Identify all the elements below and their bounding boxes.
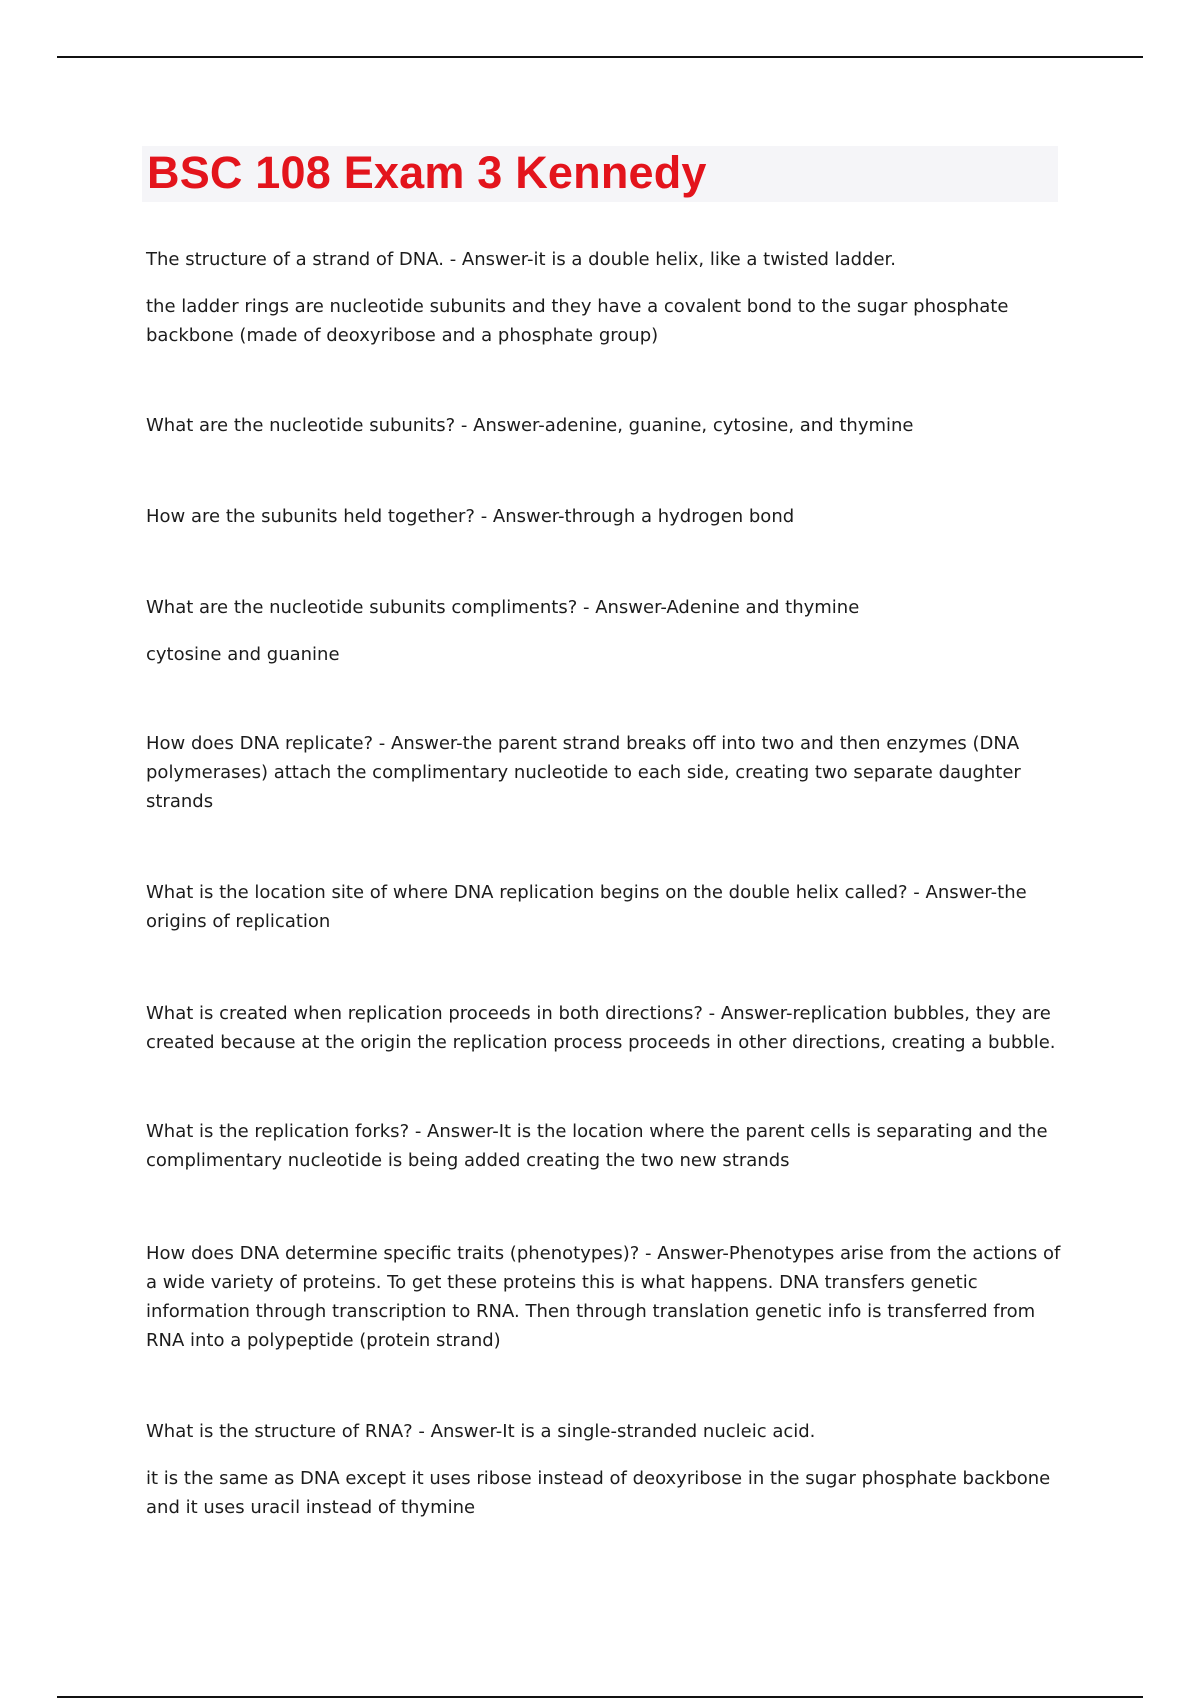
paragraph-nucleotide-subunits: What are the nucleotide subunits? - Answer-adenine, guanine, cytosine, and thymine <box>146 415 914 436</box>
document-title: BSC 108 Exam 3 Kennedy <box>147 147 707 198</box>
paragraph-subunits-held-together: How are the subunits held together? - Answer-through a hydrogen bond <box>146 506 795 527</box>
bottom-rule <box>57 1696 1143 1698</box>
paragraph-dna-replicate: How does DNA replicate? - Answer-the parent strand breaks off into two and then enzymes (DNA polymerases) attach the complimentary nucleotide to each side, creating two separate daughter strands <box>146 733 1021 812</box>
paragraph-phenotypes: How does DNA determine specific traits (phenotypes)? - Answer-Phenotypes arise from the actions of a wide variety of proteins. To get these proteins this is what happens. DNA transfers genetic information through transcription to RNA. Then through translation genetic info is transferred from RNA into a polypeptide (protein strand) <box>146 1243 1061 1351</box>
paragraph-replication-forks: What is the replication forks? - Answer-It is the location where the parent cells is separating and the complimentary nucleotide is being added creating the two new strands <box>146 1121 1048 1171</box>
top-rule <box>57 56 1143 58</box>
paragraph-ladder-rings: the ladder rings are nucleotide subunits and they have a covalent bond to the sugar phosphate backbone (made of deoxyribose and a phosphate group) <box>146 296 1009 346</box>
paragraph-rna-structure: What is the structure of RNA? - Answer-It is a single-stranded nucleic acid. <box>146 1421 816 1442</box>
paragraph-dna-structure: The structure of a strand of DNA. - Answer-it is a double helix, like a twisted ladder. <box>146 249 897 270</box>
paragraph-replication-bubbles: What is created when replication proceeds in both directions? - Answer-replication bubbles, they are created because at the origin the replication process proceeds in other directions, creating a bubble. <box>146 1003 1056 1053</box>
paragraph-rna-vs-dna: it is the same as DNA except it uses ribose instead of deoxyribose in the sugar phosphate backbone and it uses uracil instead of thymine <box>146 1468 1051 1518</box>
paragraph-subunit-compliments: What are the nucleotide subunits compliments? - Answer-Adenine and thymine <box>146 597 860 618</box>
paragraph-cytosine-guanine: cytosine and guanine <box>146 644 340 665</box>
paragraph-origins-of-replication: What is the location site of where DNA replication begins on the double helix called? - Answer-the origins of replication <box>146 882 1027 932</box>
